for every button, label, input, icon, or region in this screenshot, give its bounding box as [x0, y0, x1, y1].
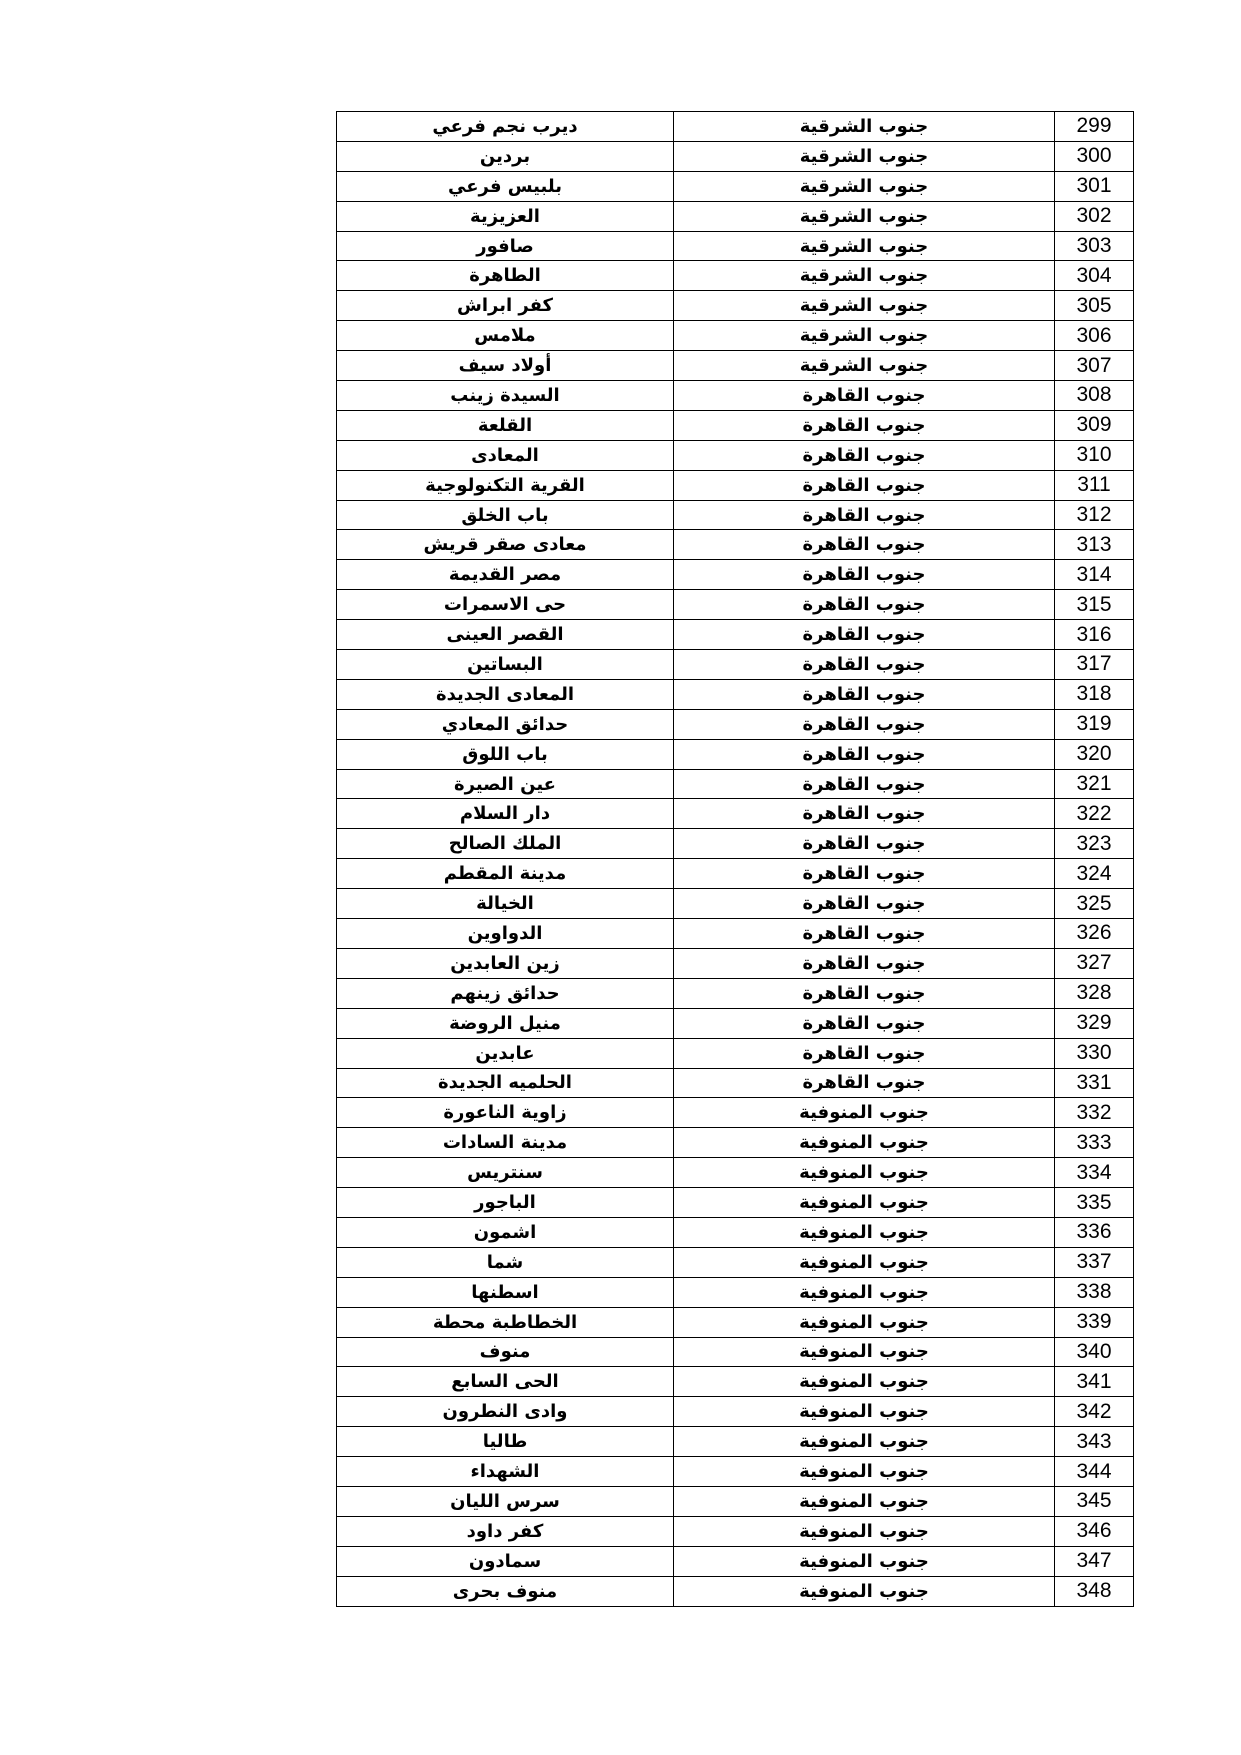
region-cell: جنوب المنوفية: [674, 1367, 1055, 1397]
table-row: [337, 1247, 1134, 1277]
row-number-cell: 313: [1055, 530, 1134, 560]
table-row: [337, 291, 1134, 321]
table-row: [337, 530, 1134, 560]
row-number-cell: 323: [1055, 829, 1134, 859]
table-row: [337, 410, 1134, 440]
row-number-cell: 326: [1055, 919, 1134, 949]
row-number-cell: 321: [1055, 769, 1134, 799]
table-row: [337, 1068, 1134, 1098]
branch-name-cell: بردين: [337, 141, 674, 171]
table-row: [337, 650, 1134, 680]
row-number-cell: 329: [1055, 1008, 1134, 1038]
row-number-cell: 346: [1055, 1516, 1134, 1546]
row-number-cell: 333: [1055, 1128, 1134, 1158]
branch-name-cell: منوف بحرى: [337, 1576, 674, 1606]
region-cell: جنوب القاهرة: [674, 859, 1055, 889]
region-cell: جنوب المنوفية: [674, 1486, 1055, 1516]
branch-name-cell: كفر ابراش: [337, 291, 674, 321]
region-cell: جنوب المنوفية: [674, 1188, 1055, 1218]
branch-name-cell: القرية التكنولوجية: [337, 470, 674, 500]
branch-name-cell: ملامس: [337, 321, 674, 351]
row-number-cell: 319: [1055, 709, 1134, 739]
branch-name-cell: السيدة زينب: [337, 381, 674, 411]
row-number-cell: 317: [1055, 650, 1134, 680]
region-cell: جنوب القاهرة: [674, 500, 1055, 530]
branch-name-cell: ديرب نجم فرعي: [337, 112, 674, 142]
branch-name-cell: المعادى: [337, 440, 674, 470]
region-cell: جنوب القاهرة: [674, 410, 1055, 440]
region-cell: جنوب القاهرة: [674, 620, 1055, 650]
region-cell: جنوب القاهرة: [674, 440, 1055, 470]
region-cell: جنوب القاهرة: [674, 470, 1055, 500]
region-cell: جنوب المنوفية: [674, 1397, 1055, 1427]
region-cell: جنوب القاهرة: [674, 889, 1055, 919]
row-number-cell: 347: [1055, 1546, 1134, 1576]
branch-name-cell: أولاد سيف: [337, 351, 674, 381]
region-cell: جنوب المنوفية: [674, 1098, 1055, 1128]
table-row: [337, 1008, 1134, 1038]
row-number-cell: 308: [1055, 381, 1134, 411]
region-cell: جنوب الشرقية: [674, 351, 1055, 381]
branch-name-cell: منوف: [337, 1337, 674, 1367]
row-number-cell: 338: [1055, 1277, 1134, 1307]
table-row: [337, 978, 1134, 1008]
row-number-cell: 302: [1055, 201, 1134, 231]
table-row: [337, 590, 1134, 620]
branch-name-cell: مصر القديمة: [337, 560, 674, 590]
branch-name-cell: الملك الصالح: [337, 829, 674, 859]
row-number-cell: 305: [1055, 291, 1134, 321]
region-cell: جنوب الشرقية: [674, 291, 1055, 321]
table-row: [337, 171, 1134, 201]
region-cell: جنوب القاهرة: [674, 799, 1055, 829]
branch-name-cell: عين الصيرة: [337, 769, 674, 799]
branch-name-cell: منيل الروضة: [337, 1008, 674, 1038]
row-number-cell: 309: [1055, 410, 1134, 440]
branch-name-cell: سنتريس: [337, 1158, 674, 1188]
region-cell: جنوب القاهرة: [674, 739, 1055, 769]
row-number-cell: 345: [1055, 1486, 1134, 1516]
row-number-cell: 339: [1055, 1307, 1134, 1337]
branch-name-cell: معادى صقر قريش: [337, 530, 674, 560]
branch-name-cell: زين العابدين: [337, 948, 674, 978]
row-number-cell: 337: [1055, 1247, 1134, 1277]
branch-name-cell: سرس الليان: [337, 1486, 674, 1516]
table-row: [337, 769, 1134, 799]
region-cell: جنوب القاهرة: [674, 1038, 1055, 1068]
table-row: [337, 321, 1134, 351]
table-row: [337, 500, 1134, 530]
region-cell: جنوب المنوفية: [674, 1247, 1055, 1277]
region-cell: جنوب الشرقية: [674, 201, 1055, 231]
branch-name-cell: دار السلام: [337, 799, 674, 829]
row-number-cell: 335: [1055, 1188, 1134, 1218]
table-row: [337, 201, 1134, 231]
region-cell: جنوب الشرقية: [674, 141, 1055, 171]
row-number-cell: 325: [1055, 889, 1134, 919]
row-number-cell: 300: [1055, 141, 1134, 171]
table-row: [337, 679, 1134, 709]
branch-name-cell: الخطاطبة محطة: [337, 1307, 674, 1337]
region-cell: جنوب القاهرة: [674, 829, 1055, 859]
region-cell: جنوب المنوفية: [674, 1277, 1055, 1307]
table-row: [337, 948, 1134, 978]
row-number-cell: 344: [1055, 1457, 1134, 1487]
row-number-cell: 315: [1055, 590, 1134, 620]
branch-name-cell: سمادون: [337, 1546, 674, 1576]
region-cell: جنوب المنوفية: [674, 1427, 1055, 1457]
region-cell: جنوب القاهرة: [674, 948, 1055, 978]
branch-name-cell: الخيالة: [337, 889, 674, 919]
row-number-cell: 299: [1055, 112, 1134, 142]
branch-name-cell: عابدين: [337, 1038, 674, 1068]
branch-name-cell: العزيزية: [337, 201, 674, 231]
branch-name-cell: صافور: [337, 231, 674, 261]
table-row: [337, 919, 1134, 949]
region-cell: جنوب المنوفية: [674, 1128, 1055, 1158]
branch-name-cell: مدينة المقطم: [337, 859, 674, 889]
table-row: [337, 709, 1134, 739]
region-cell: جنوب المنوفية: [674, 1217, 1055, 1247]
row-number-cell: 314: [1055, 560, 1134, 590]
table-row: [337, 261, 1134, 291]
table-row: [337, 1427, 1134, 1457]
table-row: [337, 1098, 1134, 1128]
region-cell: جنوب المنوفية: [674, 1337, 1055, 1367]
table-row: [337, 1546, 1134, 1576]
table-row: [337, 1367, 1134, 1397]
table-body: [337, 112, 1134, 1607]
region-cell: جنوب القاهرة: [674, 560, 1055, 590]
table-row: [337, 799, 1134, 829]
row-number-cell: 340: [1055, 1337, 1134, 1367]
table-row: [337, 381, 1134, 411]
row-number-cell: 328: [1055, 978, 1134, 1008]
row-number-cell: 331: [1055, 1068, 1134, 1098]
row-number-cell: 324: [1055, 859, 1134, 889]
branch-name-cell: مدينة السادات: [337, 1128, 674, 1158]
table-row: [337, 1516, 1134, 1546]
branch-name-cell: بلبيس فرعي: [337, 171, 674, 201]
row-number-cell: 312: [1055, 500, 1134, 530]
row-number-cell: 348: [1055, 1576, 1134, 1606]
branch-name-cell: القصر العينى: [337, 620, 674, 650]
table-row: [337, 231, 1134, 261]
branch-name-cell: الدواوين: [337, 919, 674, 949]
table-row: [337, 1128, 1134, 1158]
row-number-cell: 306: [1055, 321, 1134, 351]
table-row: [337, 112, 1134, 142]
table-row: [337, 889, 1134, 919]
table-row: [337, 859, 1134, 889]
branch-name-cell: زاوية الناعورة: [337, 1098, 674, 1128]
row-number-cell: 342: [1055, 1397, 1134, 1427]
row-number-cell: 341: [1055, 1367, 1134, 1397]
region-cell: جنوب المنوفية: [674, 1457, 1055, 1487]
branch-name-cell: باب اللوق: [337, 739, 674, 769]
row-number-cell: 303: [1055, 231, 1134, 261]
region-cell: جنوب الشرقية: [674, 231, 1055, 261]
region-cell: جنوب القاهرة: [674, 769, 1055, 799]
row-number-cell: 301: [1055, 171, 1134, 201]
branch-name-cell: الباجور: [337, 1188, 674, 1218]
branch-name-cell: اشمون: [337, 1217, 674, 1247]
table-row: [337, 1277, 1134, 1307]
region-cell: جنوب الشرقية: [674, 321, 1055, 351]
row-number-cell: 343: [1055, 1427, 1134, 1457]
branch-name-cell: المعادى الجديدة: [337, 679, 674, 709]
row-number-cell: 318: [1055, 679, 1134, 709]
row-number-cell: 304: [1055, 261, 1134, 291]
region-cell: جنوب القاهرة: [674, 650, 1055, 680]
table-row: [337, 1038, 1134, 1068]
region-cell: جنوب المنوفية: [674, 1158, 1055, 1188]
table-row: [337, 440, 1134, 470]
branch-name-cell: باب الخلق: [337, 500, 674, 530]
branch-name-cell: الطاهرة: [337, 261, 674, 291]
row-number-cell: 330: [1055, 1038, 1134, 1068]
branch-name-cell: اسطنها: [337, 1277, 674, 1307]
region-cell: جنوب الشرقية: [674, 171, 1055, 201]
table-row: [337, 560, 1134, 590]
branch-name-cell: شما: [337, 1247, 674, 1277]
branch-name-cell: البساتين: [337, 650, 674, 680]
branches-table: [336, 111, 1134, 1607]
region-cell: جنوب المنوفية: [674, 1576, 1055, 1606]
table-row: [337, 1158, 1134, 1188]
region-cell: جنوب القاهرة: [674, 709, 1055, 739]
row-number-cell: 316: [1055, 620, 1134, 650]
row-number-cell: 322: [1055, 799, 1134, 829]
row-number-cell: 334: [1055, 1158, 1134, 1188]
branch-name-cell: كفر داود: [337, 1516, 674, 1546]
table-row: [337, 739, 1134, 769]
table-row: [337, 1486, 1134, 1516]
branch-name-cell: حدائق زينهم: [337, 978, 674, 1008]
branch-name-cell: الحلميه الجديدة: [337, 1068, 674, 1098]
region-cell: جنوب القاهرة: [674, 1068, 1055, 1098]
branch-name-cell: حدائق المعادي: [337, 709, 674, 739]
table-row: [337, 351, 1134, 381]
region-cell: جنوب القاهرة: [674, 590, 1055, 620]
table-row: [337, 1397, 1134, 1427]
branch-name-cell: حى الاسمرات: [337, 590, 674, 620]
region-cell: جنوب القاهرة: [674, 919, 1055, 949]
branch-name-cell: طاليا: [337, 1427, 674, 1457]
row-number-cell: 311: [1055, 470, 1134, 500]
row-number-cell: 307: [1055, 351, 1134, 381]
table-row: [337, 1576, 1134, 1606]
table-row: [337, 1188, 1134, 1218]
branch-name-cell: القلعة: [337, 410, 674, 440]
table-row: [337, 829, 1134, 859]
row-number-cell: 336: [1055, 1217, 1134, 1247]
region-cell: جنوب القاهرة: [674, 679, 1055, 709]
branch-name-cell: الشهداء: [337, 1457, 674, 1487]
row-number-cell: 320: [1055, 739, 1134, 769]
row-number-cell: 327: [1055, 948, 1134, 978]
table-row: [337, 470, 1134, 500]
table-row: [337, 141, 1134, 171]
table-row: [337, 620, 1134, 650]
region-cell: جنوب القاهرة: [674, 530, 1055, 560]
table-row: [337, 1457, 1134, 1487]
region-cell: جنوب القاهرة: [674, 978, 1055, 1008]
row-number-cell: 310: [1055, 440, 1134, 470]
region-cell: جنوب المنوفية: [674, 1516, 1055, 1546]
region-cell: جنوب الشرقية: [674, 261, 1055, 291]
branch-name-cell: وادى النطرون: [337, 1397, 674, 1427]
table-row: [337, 1217, 1134, 1247]
region-cell: جنوب الشرقية: [674, 112, 1055, 142]
region-cell: جنوب المنوفية: [674, 1307, 1055, 1337]
region-cell: جنوب المنوفية: [674, 1546, 1055, 1576]
region-cell: جنوب القاهرة: [674, 381, 1055, 411]
branch-name-cell: الحى السابع: [337, 1367, 674, 1397]
row-number-cell: 332: [1055, 1098, 1134, 1128]
region-cell: جنوب القاهرة: [674, 1008, 1055, 1038]
table-row: [337, 1337, 1134, 1367]
table-row: [337, 1307, 1134, 1337]
